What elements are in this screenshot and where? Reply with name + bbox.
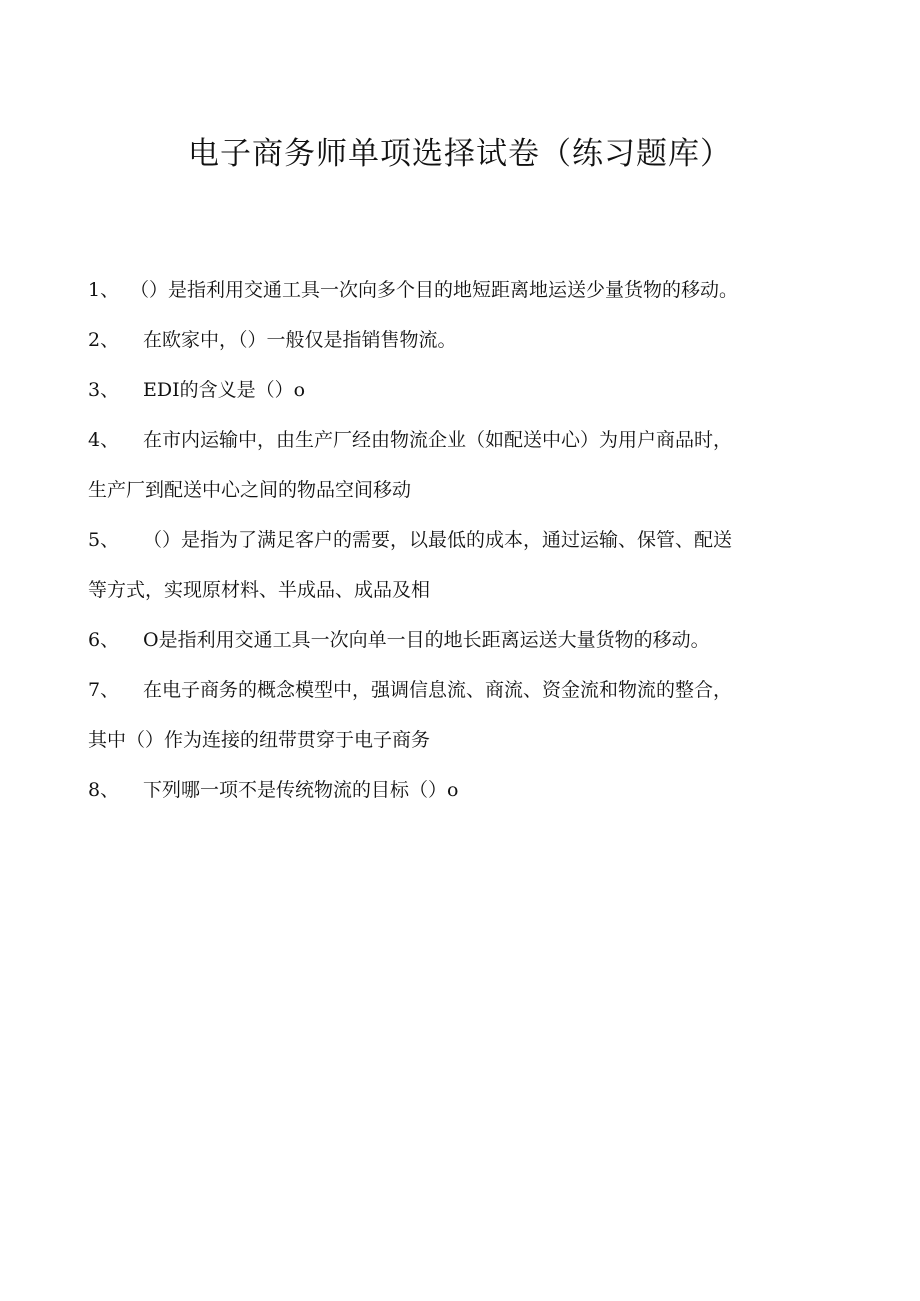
question-text-continued: 生产厂到配送中心之间的物品空间移动 <box>88 479 412 501</box>
question-6 <box>88 615 848 665</box>
question-text-continued: 其中（）作为连接的纽带贯穿于电子商务 <box>88 729 431 751</box>
question-number: 6、 <box>88 629 120 651</box>
question-8 <box>88 765 848 815</box>
question-number: 8、 <box>88 779 120 801</box>
question-number: 1、 <box>88 279 120 301</box>
question-1 <box>88 265 848 315</box>
question-text: 在市内运输中，由生产厂经由物流企业（如配送中心）为用户商品时， <box>143 429 733 451</box>
question-number: 5、 <box>88 529 120 551</box>
question-text-continued: 等方式，实现原材料、半成品、成品及相 <box>88 579 431 601</box>
question-text: （）是指利用交通工具一次向多个目的地短距离地运送少量货物的移动。 <box>130 279 739 301</box>
question-text: O是指利用交通工具一次向单一目的地长距离运送大量货物的移动。 <box>143 629 710 651</box>
question-text: 下列哪一项不是传统物流的目标（）o <box>143 779 459 801</box>
question-text: （）是指为了满足客户的需要，以最低的成本，通过运输、保管、配送 <box>143 529 733 551</box>
question-text: EDI的含义是（）o <box>143 379 306 401</box>
question-5 <box>88 515 848 615</box>
question-number: 7、 <box>88 679 120 701</box>
question-4 <box>88 415 848 515</box>
question-7 <box>88 665 848 765</box>
question-3 <box>88 365 848 415</box>
question-text: 在欧家中，（）一般仅是指销售物流。 <box>143 329 457 351</box>
question-number: 2、 <box>88 329 120 351</box>
question-text: 在电子商务的概念模型中，强调信息流、商流、资金流和物流的整合， <box>143 679 733 701</box>
page-title: 电子商务师单项选择试卷（练习题库） <box>188 136 732 172</box>
question-number: 3、 <box>88 379 120 401</box>
question-2 <box>88 315 848 365</box>
question-list <box>88 265 848 815</box>
question-number: 4、 <box>88 429 120 451</box>
